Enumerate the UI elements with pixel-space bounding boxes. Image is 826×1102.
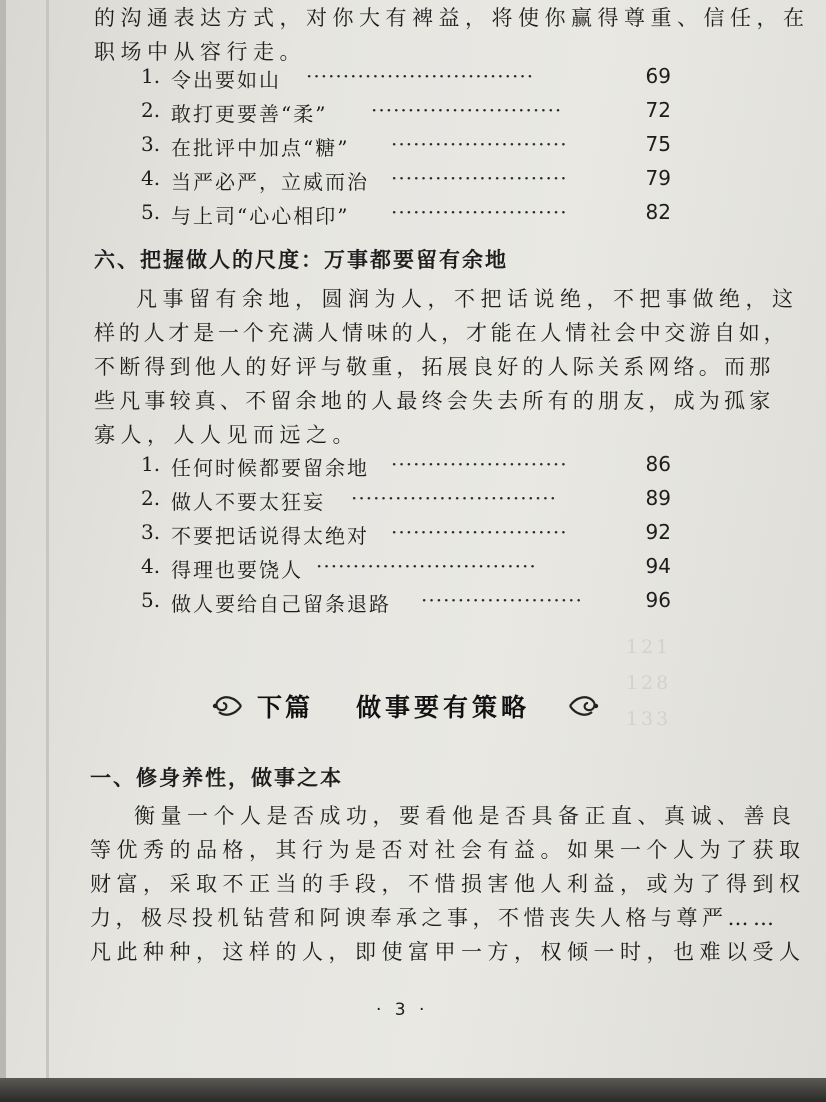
toc-item-page: 89 — [645, 486, 671, 510]
toc-item — [141, 452, 671, 482]
toc-item-page: 92 — [645, 520, 671, 544]
toc-leader-dots: ······························ — [316, 554, 537, 578]
part-title — [211, 685, 601, 729]
toc-item — [141, 588, 671, 618]
toc-item-number: 1. — [141, 64, 161, 88]
toc-item-title: 敢打更要善“柔” — [171, 102, 328, 126]
paragraph-line: 些凡事较真、不留余地的人最终会失去所有的朋友，成为孤家 — [94, 389, 775, 413]
toc-leader-dots: ························ — [391, 520, 568, 544]
toc-item — [141, 200, 671, 230]
toc-item-page: 82 — [645, 200, 671, 224]
part-label: 下篇 — [257, 693, 314, 722]
toc-leader-dots: ························ — [391, 132, 568, 156]
toc-item-title: 不要把话说得太绝对 — [171, 524, 369, 548]
toc-item-page: 69 — [645, 64, 671, 88]
toc-item-number: 2. — [141, 486, 161, 510]
intro-line: 职场中从容行走。 — [94, 40, 306, 64]
toc-item-number: 4. — [141, 166, 161, 190]
toc-item-page: 72 — [645, 98, 671, 122]
toc-item-number: 4. — [141, 554, 161, 578]
toc-item-number: 5. — [141, 200, 161, 224]
table-surface — [0, 1078, 826, 1102]
toc-item-page: 86 — [645, 452, 671, 476]
paragraph-line: 等优秀的品格，其行为是否对社会有益。如果一个人为了获取 — [90, 838, 806, 862]
toc-item — [141, 166, 671, 196]
toc-item-title: 在批评中加点“糖” — [171, 136, 350, 160]
page-number: · 3 · — [376, 1000, 429, 1020]
toc-leader-dots: ······························· — [306, 64, 535, 88]
intro-line: 的沟通表达方式，对你大有裨益，将使你赢得尊重、信任，在 — [94, 6, 810, 30]
toc-item — [141, 64, 671, 94]
page-fold — [46, 0, 49, 1078]
toc-item — [141, 520, 671, 550]
toc-item-title: 做人不要太狂妄 — [171, 490, 325, 514]
show-through-text: 128 — [626, 672, 672, 694]
toc-leader-dots: ························ — [391, 166, 568, 190]
section-heading: 六、把握做人的尺度：万事都要留有余地 — [94, 248, 508, 272]
toc-item-number: 5. — [141, 588, 161, 612]
toc-leader-dots: ·························· — [371, 98, 563, 122]
toc-item-title: 做人要给自己留条退路 — [171, 592, 391, 616]
toc-leader-dots: ························ — [391, 452, 568, 476]
toc-item-page: 94 — [645, 554, 671, 578]
toc-item — [141, 132, 671, 162]
paragraph-line: 样的人才是一个充满人情味的人，才能在人情社会中交游自如， — [94, 321, 789, 345]
paragraph-line: 不断得到他人的好评与敬重，拓展良好的人际关系网络。而那 — [94, 355, 775, 379]
toc-item-number: 3. — [141, 132, 161, 156]
toc-item-page: 75 — [645, 132, 671, 156]
toc-item-number: 1. — [141, 452, 161, 476]
paragraph-line: 凡此种种，这样的人，即使富甲一方，权倾一时，也难以受人 — [90, 940, 806, 964]
toc-item — [141, 486, 671, 516]
toc-item-title: 得理也要饶人 — [171, 558, 303, 582]
paragraph-line: 财富，采取不正当的手段，不惜损害他人利益，或为了得到权 — [90, 872, 806, 896]
toc-item — [141, 98, 671, 128]
toc-leader-dots: ························ — [391, 200, 568, 224]
paragraph-line: 凡事留有余地，圆润为人，不把话说绝，不把事做绝，这 — [136, 287, 799, 311]
show-through-text: 121 — [626, 636, 672, 658]
section-heading: 一、修身养性，做事之本 — [90, 766, 343, 790]
flourish-right-icon — [566, 691, 600, 721]
toc-item — [141, 554, 671, 584]
toc-item-title: 任何时候都要留余地 — [171, 456, 369, 480]
show-through-text: 133 — [626, 708, 672, 730]
toc-leader-dots: ···························· — [351, 486, 558, 510]
paragraph-line: 寡人，人人见而远之。 — [94, 423, 359, 447]
toc-item-number: 3. — [141, 520, 161, 544]
toc-item-page: 79 — [645, 166, 671, 190]
toc-item-title: 令出要如山 — [171, 68, 281, 92]
paragraph-line: 衡量一个人是否成功，要看他是否具备正直、真诚、善良 — [134, 804, 797, 828]
flourish-left-icon — [211, 691, 245, 721]
toc-item-number: 2. — [141, 98, 161, 122]
toc-item-page: 96 — [645, 588, 671, 612]
toc-item-title: 与上司“心心相印” — [171, 204, 350, 228]
part-heading: 做事要有策略 — [356, 693, 531, 722]
paragraph-line: 力，极尽投机钻营和阿谀奉承之事，不惜丧失人格与尊严…… — [90, 906, 779, 930]
toc-item-title: 当严必严，立威而治 — [171, 170, 369, 194]
toc-leader-dots: ······················ — [421, 588, 583, 612]
